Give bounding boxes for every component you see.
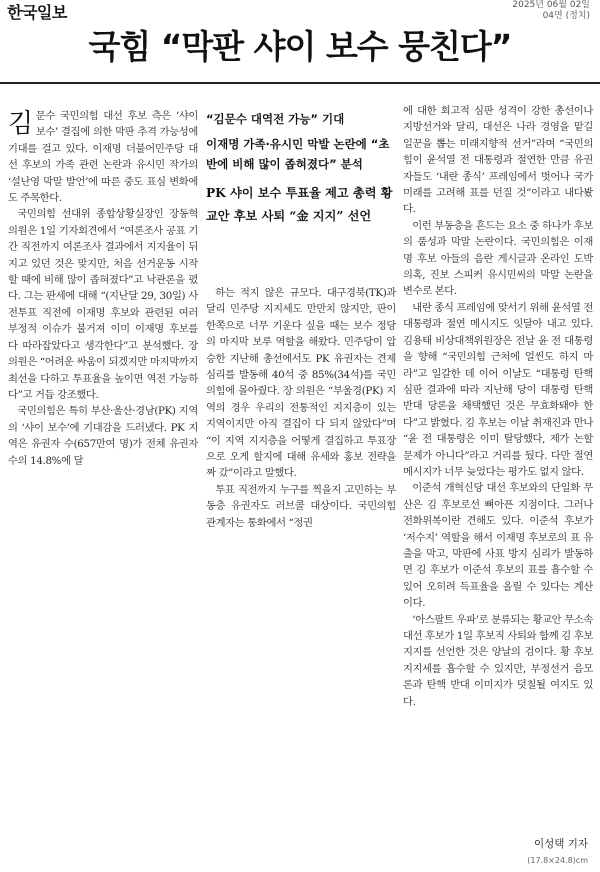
headline: 국힘 “막판 샤이 보수 뭉친다” <box>88 27 512 66</box>
edition-info <box>512 0 590 22</box>
paragraph: 투표 직전까지 누구를 찍을지 고민하는 부동층 유권자도 러브콜 대상이다. 국민의힘 관계자는 통화에서 “정권 <box>206 483 396 529</box>
subheadline-block <box>206 108 398 228</box>
paragraph: 이준석 개혁신당 대선 후보와의 단일화 무산은 김 후보로선 뼈아픈 지점이다. 그러나 전화위복이란 견해도 있다. 이준석 후보가 ‘저수지’ 역할을 해서 이재명 후보로의 표 유출을 막고, 막판에 사표 방지 심리가 발동하면 김 후보가 이준석 후보의 표를 흡수할 수 있어 오히려 득표율을 올릴 수 있다는 계산이다. <box>403 482 593 610</box>
paragraph-text: 문수 국민의힘 대선 후보 측은 ‘샤이 보수’ 결집에 의한 막판 추격 가능성에 기대를 걸고 있다. 이재명 더불어민주당 대선 후보의 가족 관련 논란과 유시민 작가의 ‘설난영 막말 발언’에 따른 중도 표심 변화에도 주목한다. <box>8 110 198 205</box>
paragraph: 내란 종식 프레임에 맞서기 위해 윤석열 전 대통령과 절연 메시지도 잇달아 내고 있다. 김용태 비상대책위원장은 전날 윤 전 대통령을 향해 “국민의힘 근처에 얼씬도 하지 마라”고 일갈한 데 이어 이날도 “대통령 탄핵심판 결과에 따라 지난해 당이 대통령 탄핵 반대 당론을 채택했던 것은 무효화돼야 한다”고 밝혔다. 김 후보는 이날 취재진과 만나 “윤 전 대통령은 이미 탈당했다, 제가 논할 문제가 아니다”라고 거리를 뒀다. 다만 절연 메시지가 너무 늦었다는 평가도 없지 않다. <box>403 301 593 478</box>
publish-date: 2025년 06월 02일 <box>512 0 590 10</box>
drop-cap: 김 <box>8 109 33 139</box>
page-section: 04면 (정치) <box>542 11 590 21</box>
byline: 이성택 기자 <box>533 838 588 850</box>
article-column-3 <box>403 103 593 710</box>
subheadline-3: PK 샤이 보수 투표율 제고 총력 황교안 후보 사퇴 “金 지지” 선언 <box>206 186 393 223</box>
paragraph <box>8 108 198 206</box>
subheadline-1: “김문수 대역전 가능” 기대 <box>206 112 345 126</box>
paragraph: ‘아스팔트 우파’로 분류되는 황교안 무소속 대선 후보가 1일 후보직 사퇴와 함께 김 후보 지지를 선언한 것은 양날의 검이다. 황 후보 지지세를 흡수할 수 있지만, 부정선거 음모론과 탄핵 반대 이미지가 덧칠될 여지도 있다. <box>403 613 593 708</box>
paragraph: 국민의힘은 특히 부산·울산·경남(PK) 지역의 ‘샤이 보수’에 기대감을 드러냈다. PK 지역은 유권자 수(657만여 명)가 전체 유권자 수의 14.8%에 달 <box>8 405 198 467</box>
paragraph: 국민의힘 선대위 종합상황실장인 장동혁 의원은 1일 기자회견에서 “여론조사 공표 기간 직전까지 여론조사 결과에서 지지율이 뒤지고 있던 것은 맞지만, 처음 선거운동 시작할 때에 비해 많이 좁혀졌다”고 낙관론을 폈다. 그는 판세에 대해 “(지난달 29, 30일) 사전투표 직전에 이재명 후보와 관련된 여러 부정적 이슈가 불거져 이미 이재명 후보를 다 따라잡았다고 생각한다”고 분석했다. 장 의원은 “어려운 싸움이 되겠지만 마지막까지 최선을 다하고 투표율을 높이면 역전 가능하다”고 거듭 강조했다. <box>8 208 198 401</box>
headline-rule <box>0 82 600 84</box>
paragraph: 에 대한 회고적 심판 성격이 강한 총선이나 지방선거와 달리, 대선은 나라 경영을 맡길 일꾼을 뽑는 미래지향적 선거”라며 “국민의힘이 윤석열 전 대통령과 절연한 만큼 유권자들도 ‘내란 종식’ 프레임에서 벗어나 국가 미래를 고려해 표를 던질 것”이라고 내다봤다. <box>403 105 593 216</box>
paragraph: 이런 부동층을 흔드는 요소 중 하나가 후보의 품성과 막말 논란이다. 국민의힘은 이재명 후보 아들의 음란 게시글과 온라인 도박 의혹, 진보 스피커 유시민씨의 막말 논란을 변수로 본다. <box>403 219 593 298</box>
newspaper-logo: 한국일보 <box>7 3 67 22</box>
article-column-2 <box>206 285 396 531</box>
subheadline-2: 이재명 가족·유시민 막발 논란에 “초반에 비해 많이 좁혀졌다” 분석 <box>206 137 390 171</box>
paragraph: 하는 적지 않은 규모다. 대구경북(TK)과 달리 민주당 지지세도 만만치 않지만, 판이 한쪽으로 너무 기운다 싶을 때는 보수 정당의 마지막 보루 역할을 해왔다. 민주당이 압승한 지난해 총선에서도 PK 유권자는 견제 심리를 발동해 40석 중 85%(34석)를 국민의힘에 몰아줬다. 장 의원은 “부울경(PK) 지역의 경우 우리의 전통적인 지지층이 있는 지역이지만 아직 결집이 다 되지 않았다”며 “이 지역 지지층을 어떻게 결집하고 투표장으로 오게 할지에 대해 유세와 홍보 전략을 짜 갔”이라고 말했다. <box>206 287 396 480</box>
article-column-1 <box>8 108 198 469</box>
article-size-note: (17.8×24.8)cm <box>527 856 588 865</box>
